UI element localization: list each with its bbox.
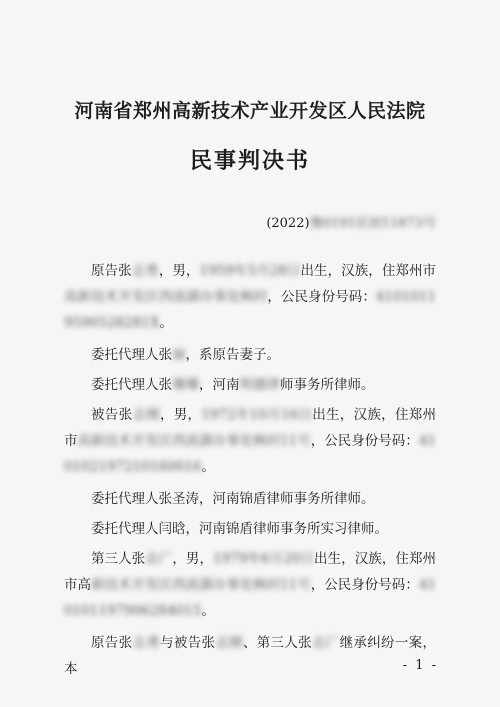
text-segment: 师事务所律师。 (280, 377, 375, 393)
text-segment: ，公民身份号码： (310, 433, 419, 449)
redacted-name: 志勇 (131, 263, 159, 279)
redacted-address: 新技术开发区西流湖办事处枫村11号 (91, 577, 311, 593)
text-segment: 、第三人张 (242, 635, 312, 651)
redacted-id-number: 410101197906284015 (64, 577, 437, 619)
redacted-name: 志广 (312, 635, 340, 651)
text-segment: 继承纠纷一案，本 (64, 635, 436, 677)
redacted-name: 志勇 (132, 635, 161, 651)
text-segment: ，系原告妻子。 (185, 347, 280, 363)
text-segment: ，河南 (199, 377, 240, 393)
redacted-name: 珊珊 (172, 377, 199, 393)
text-segment: 与被告张 (160, 635, 216, 651)
redacted-name: 志刚 (132, 407, 160, 423)
text-segment: 被告张 (91, 407, 133, 423)
text-segment: ，男， (158, 263, 200, 279)
text-segment: ，公民身份号码： (310, 577, 419, 593)
text-segment: ，男， (172, 551, 214, 567)
text-segment: 。 (159, 315, 174, 331)
redacted-case-number: 豫0191民初11873号 (309, 216, 436, 231)
text-segment: 。 (201, 459, 215, 475)
page-number: - 1 - (402, 658, 438, 673)
redacted-id-number: 41010119590528281X (64, 289, 437, 331)
text-segment: 出生，汉族，住郑州市 (300, 263, 437, 279)
case-number (266, 212, 436, 231)
text-segment: 原告张 (91, 263, 132, 279)
text-segment: 原告张 (91, 635, 133, 651)
text-segment: 。 (201, 603, 215, 619)
redacted-birthdate: 1979年6月20日 (213, 551, 315, 567)
defendant-agent-2: 委托代理人闫晗，河南锦盾律师事务所实习律师。 (91, 521, 388, 537)
redacted-address: 高新技术开发区西流湖办事处枫村 (64, 289, 268, 305)
redacted-birthdate: 1959年5月28日 (199, 263, 301, 279)
redacted-name: 志刚 (215, 635, 243, 651)
plaintiff-agent-2 (64, 372, 436, 398)
case-year: (2022) (266, 216, 310, 231)
text-segment: 出生，汉族，住郑州市 (64, 407, 437, 449)
redacted-name: 志广 (145, 551, 173, 567)
text-segment: 第三人张 (91, 551, 146, 567)
document-title: 民事判决书 (189, 148, 310, 174)
text-segment: 委托代理人张 (91, 347, 172, 363)
court-name: 河南省郑州高新技术产业开发区人民法院 (74, 100, 426, 122)
text-segment: ，公民身份号码： (267, 289, 376, 305)
text-segment: ，男， (159, 407, 202, 423)
defendant-paragraph (64, 402, 436, 480)
redacted-firm: 明德律 (239, 377, 280, 393)
text-segment: 委托代理人张 (91, 377, 172, 393)
redacted-address: 高新技术开发区西流湖办事处枫村11号 (77, 433, 311, 449)
third-party-paragraph (64, 546, 436, 624)
redacted-id-number: 410102197210160016 (64, 433, 437, 475)
redacted-birthdate: 1972年10月16日 (201, 407, 313, 423)
redacted-name: 丽 (172, 347, 186, 363)
plaintiff-agent-1 (64, 342, 436, 368)
plaintiff-paragraph (64, 258, 436, 336)
text-segment: 出生，汉族，住郑州市高 (64, 551, 437, 593)
defendant-agent-1: 委托代理人张圣涛，河南锦盾律师事务所律师。 (91, 491, 375, 507)
document-body (64, 258, 436, 688)
case-intro-paragraph (64, 630, 436, 682)
